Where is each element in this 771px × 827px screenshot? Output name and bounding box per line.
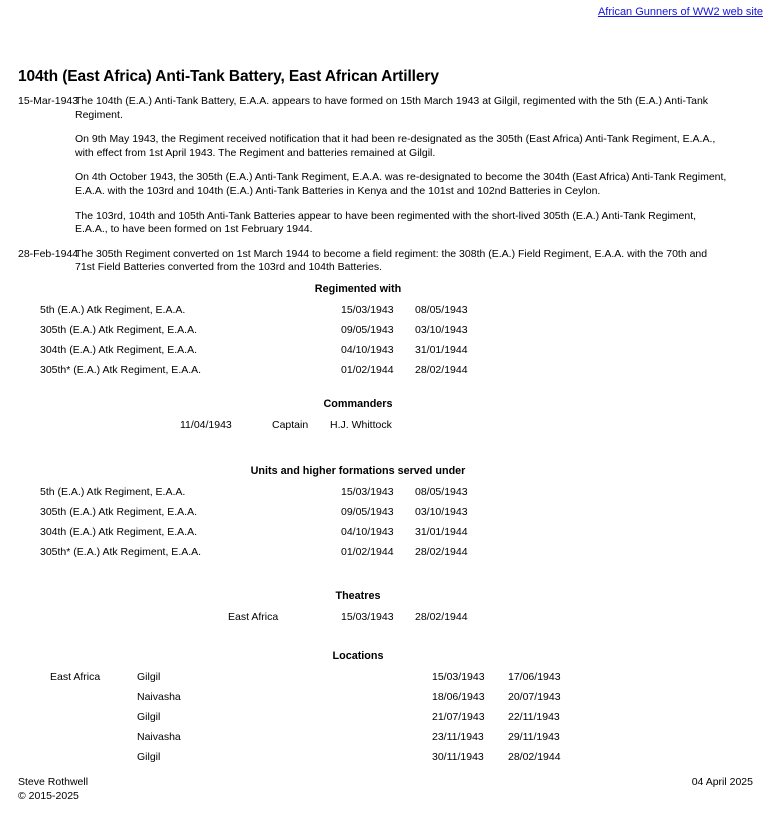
history-entries [0,95,771,275]
date-to: 29/11/1943 [508,731,560,743]
unit-name: 305th (E.A.) Atk Regiment, E.A.A. [40,324,197,336]
theatre-name: East Africa [228,611,279,623]
date-from: 15/03/1943 [341,611,394,623]
unit-name: 305th* (E.A.) Atk Regiment, E.A.A. [40,364,202,376]
section-heading: Theatres [335,590,381,602]
table-row [0,486,771,506]
table-row [0,304,771,324]
date-to: 20/07/1943 [508,691,561,703]
date-from: 15/03/1943 [341,304,394,316]
commander-name: H.J. Whittock [330,419,392,431]
date-from: 01/02/1944 [341,546,394,558]
date-to: 17/06/1943 [508,671,561,683]
unit-name: 304th (E.A.) Atk Regiment, E.A.A. [40,344,197,356]
location-place: Naivasha [137,731,181,743]
commanders-rows [0,419,771,439]
history-entry [0,95,771,237]
table-row [0,364,771,384]
unit-name: 5th (E.A.) Atk Regiment, E.A.A. [40,304,186,316]
location-place: Naivasha [137,691,181,703]
section-heading: Regimented with [314,283,402,295]
footer-line-primary [18,775,753,789]
site-link-container [598,2,763,20]
date-from: 04/10/1943 [341,344,394,356]
section-heading: Commanders [323,398,393,410]
page-footer [18,775,753,803]
table-row [0,751,771,771]
date-from: 21/07/1943 [432,711,485,723]
unit-name: 305th* (E.A.) Atk Regiment, E.A.A. [40,546,202,558]
date-from: 09/05/1943 [341,506,394,518]
date-to: 03/10/1943 [415,506,468,518]
table-row [0,611,771,631]
date-from: 04/10/1943 [341,526,394,538]
history-entry [0,248,771,275]
date-from: 23/11/1943 [432,731,484,743]
entry-paragraphs [75,248,727,275]
section-heading: Units and higher formations served under [250,465,466,477]
footer-copyright: © 2015-2025 [18,790,79,802]
table-row [0,691,771,711]
footer-date: 04 April 2025 [691,776,753,788]
section-theatres [0,590,771,631]
entry-paragraph: The 104th (E.A.) Anti-Tank Battery, E.A.A. appears to have formed on 15th March 1943 at Gilgil, regimented with the 5th (E.A.) Anti-Tank Regiment. [75,95,709,121]
date-to: 08/05/1943 [415,304,468,316]
entry-paragraphs [75,95,727,237]
table-row [0,526,771,546]
date-to: 03/10/1943 [415,324,468,336]
date-from: 15/03/1943 [341,486,394,498]
date-from: 09/05/1943 [341,324,394,336]
section-regimented-with [0,283,771,384]
date-to: 31/01/1944 [415,526,468,538]
entry-date: 15-Mar-1943 [18,95,79,107]
unit-name: 5th (E.A.) Atk Regiment, E.A.A. [40,486,186,498]
section-locations [0,650,771,771]
regimented-with-rows [0,304,771,384]
locations-rows [0,671,771,771]
unit-name: 305th (E.A.) Atk Regiment, E.A.A. [40,506,197,518]
table-row [0,671,771,691]
entry-date: 28-Feb-1944 [18,247,79,260]
table-row [0,324,771,344]
date-to: 28/02/1944 [415,546,468,558]
table-row [0,344,771,364]
location-place: Gilgil [137,711,161,723]
entry-paragraph: On 9th May 1943, the Regiment received notification that it had been re-designated as the 305th (East Africa) Anti-Tank Regiment, E.A.A., with effect from 1st April 1943. The Regiment and batteries remained at Gilgil. [75,133,716,159]
section-heading: Locations [332,650,384,662]
date-to: 22/11/1943 [508,711,560,723]
date-from: 01/02/1944 [341,364,394,376]
date-to: 08/05/1943 [415,486,468,498]
location-theatre: East Africa [50,671,101,683]
date-from: 15/03/1943 [432,671,485,683]
theatres-rows [0,611,771,631]
date-to: 28/02/1944 [508,751,561,763]
location-place: Gilgil [137,751,161,763]
section-commanders [0,398,771,439]
unit-name: 304th (E.A.) Atk Regiment, E.A.A. [40,526,197,538]
african-gunners-web-site-link[interactable]: African Gunners of WW2 web site [597,6,763,18]
units-served-under-rows [0,486,771,566]
footer-line-secondary [18,789,753,803]
commander-date: 11/04/1943 [180,419,232,431]
entry-paragraph: The 103rd, 104th and 105th Anti-Tank Batteries appear to have been regimented with the short-lived 305th (E.A.) Anti-Tank Regiment, E.A.A., to have been formed on 1st February 1944. [75,209,697,236]
location-place: Gilgil [137,671,161,683]
section-units-served-under [0,465,771,566]
commander-rank: Captain [272,419,309,431]
date-to: 28/02/1944 [415,364,468,376]
date-from: 30/11/1943 [432,751,484,763]
entry-paragraph: The 305th Regiment converted on 1st March 1944 to become a field regiment: the 308th (E.A.) Field Regiment, E.A.A. with the 70th and 71st Field Batteries converted from the 103rd and 104th Batteries. [75,247,708,274]
table-row [0,731,771,751]
page-title: 104th (East Africa) Anti-Tank Battery, East African Artillery [18,68,439,86]
date-to: 31/01/1944 [415,344,468,356]
date-to: 28/02/1944 [415,611,468,623]
table-row [0,711,771,731]
table-row [0,546,771,566]
table-row [0,506,771,526]
footer-author: Steve Rothwell [18,776,89,788]
entry-paragraph: On 4th October 1943, the 305th (E.A.) Anti-Tank Regiment, E.A.A. was re-designated to become the 304th (East Africa) Anti-Tank Regiment, E.A.A. with the 103rd and 104th (E.A.) Anti-Tank Batteries in Kenya and the 101st and 102nd Batteries in Ceylon. [75,171,727,197]
date-from: 18/06/1943 [432,691,485,703]
table-row [0,419,771,439]
